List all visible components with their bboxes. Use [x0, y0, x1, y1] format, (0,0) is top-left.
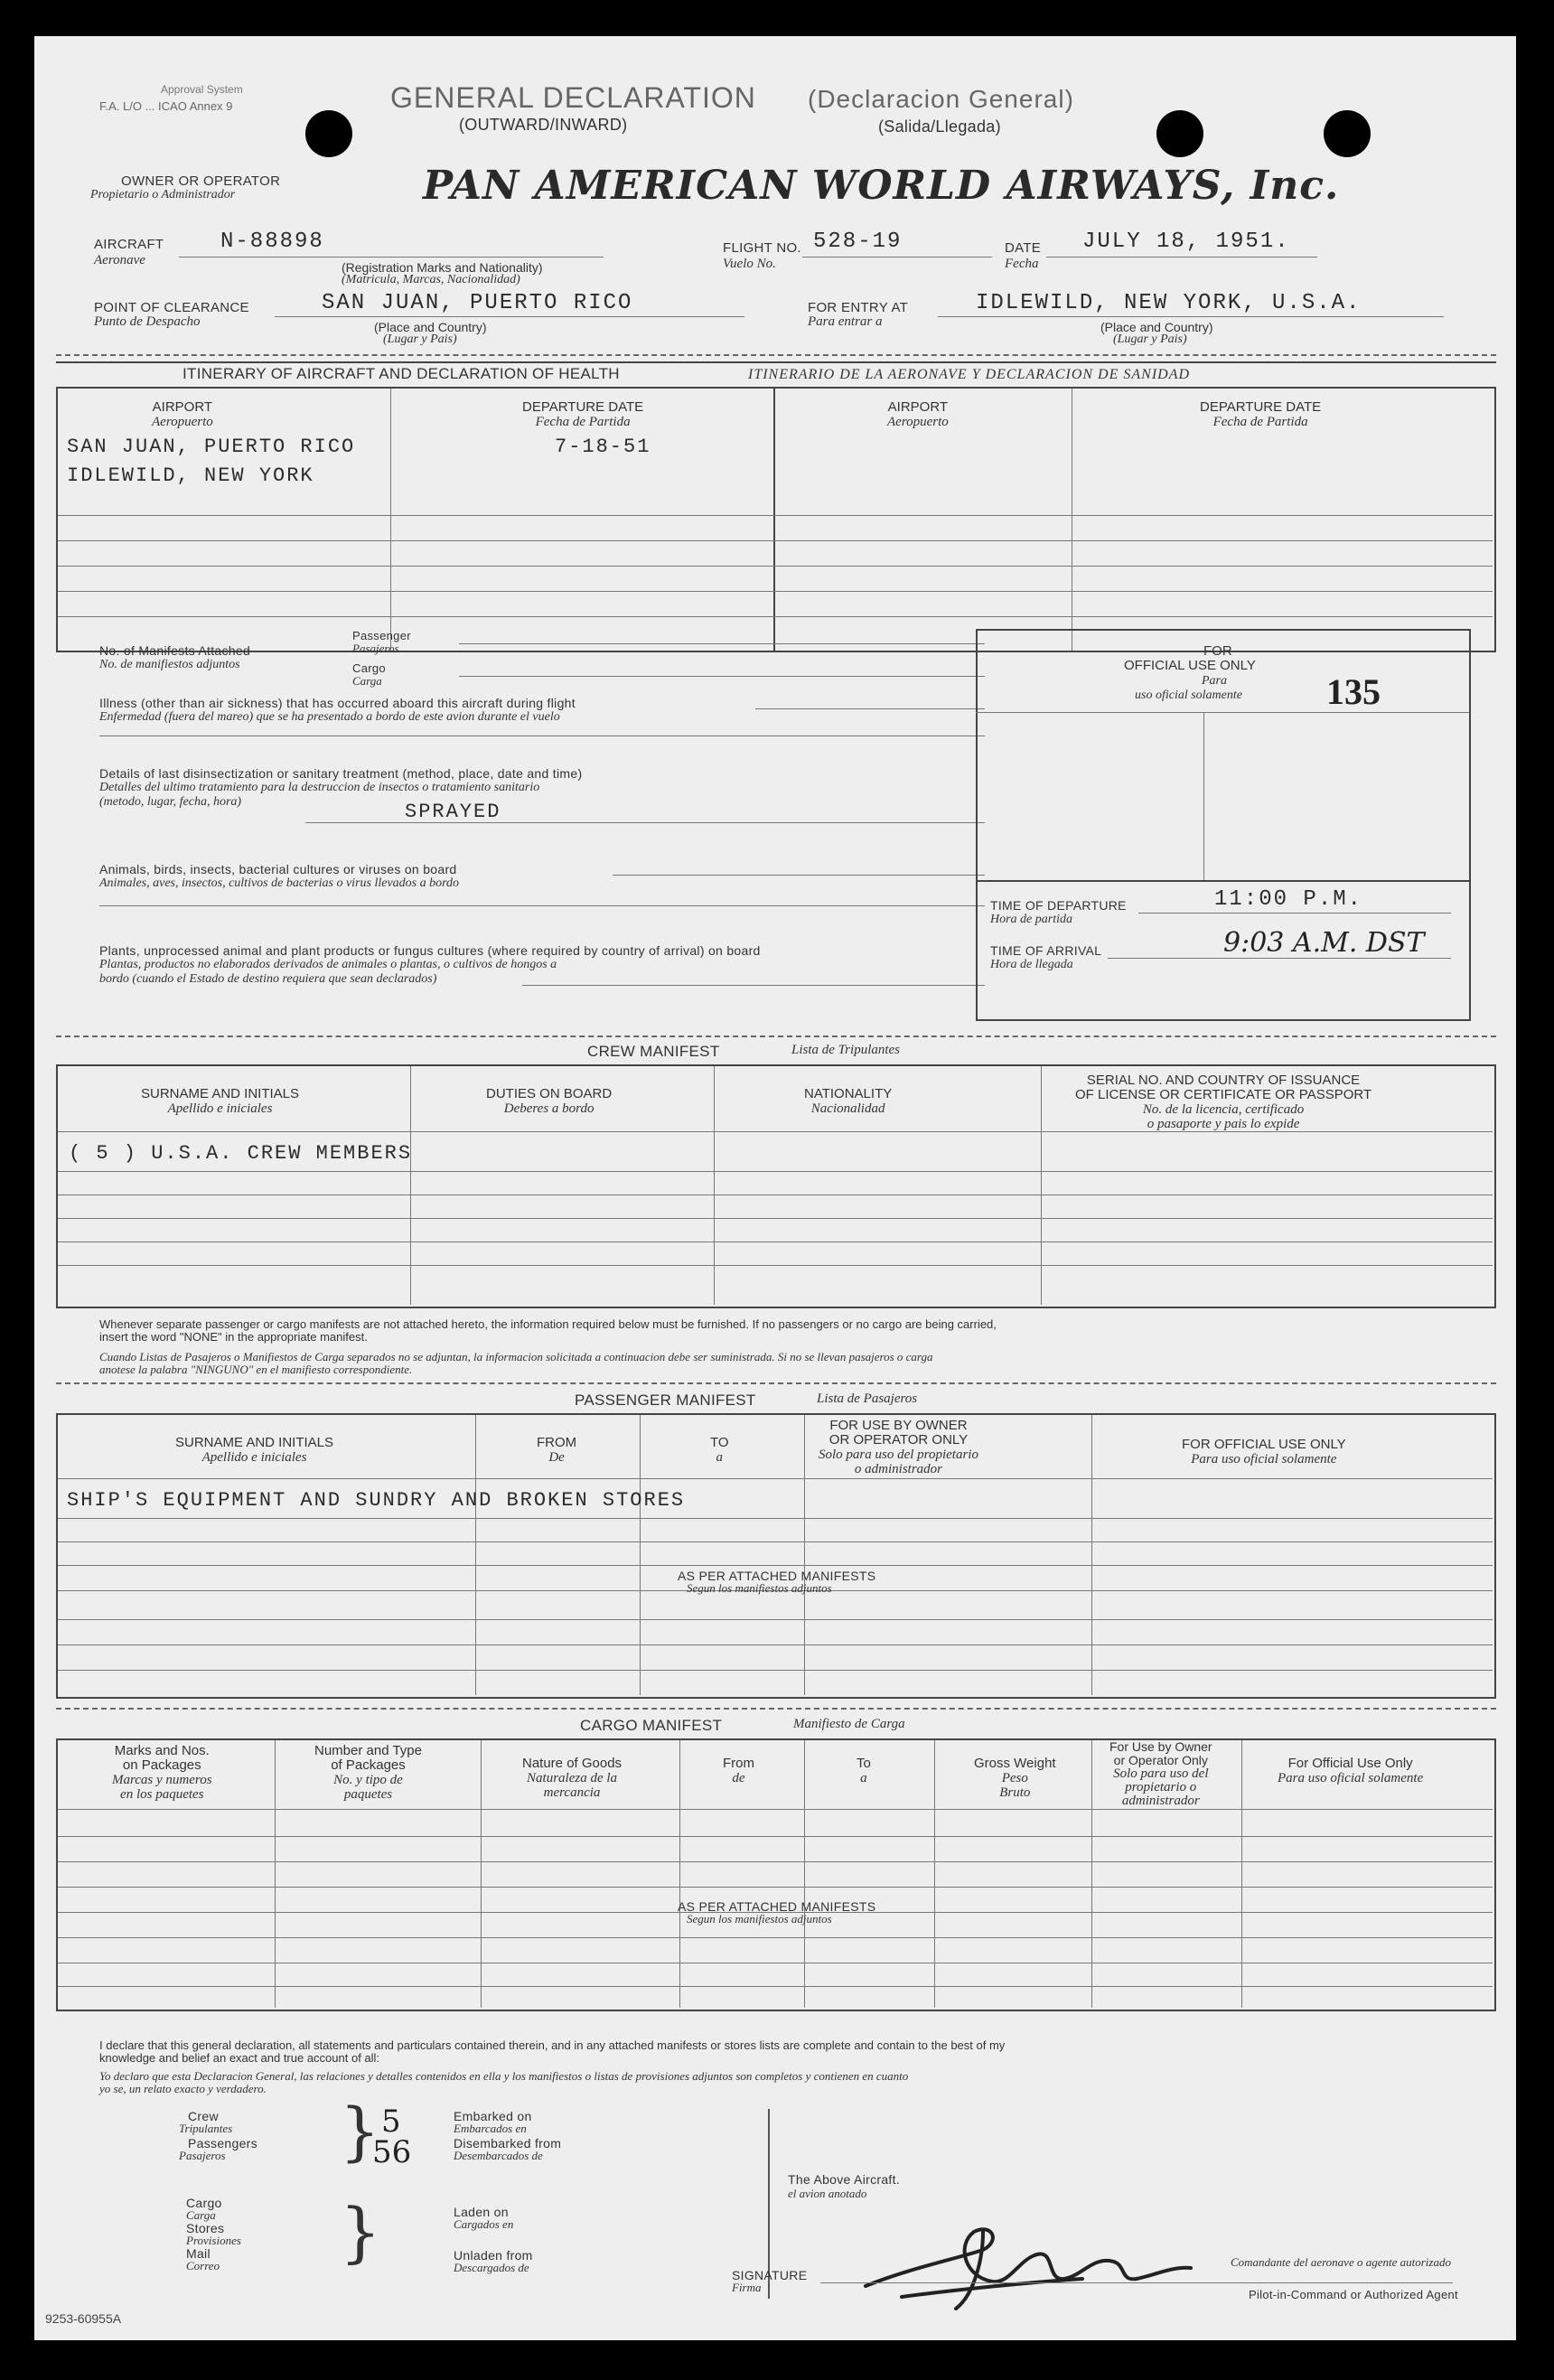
- itinerary-heading-es: ITINERARIO DE LA AERONAVE Y DECLARACION DE SANIDAD: [748, 367, 1191, 382]
- manifest-passenger-label-es: Pasajeros: [352, 642, 399, 655]
- cargo-col-number: Number and Type of Packages No. y tipo de paquetes: [314, 1743, 422, 1802]
- passenger-heading-es: Lista de Pasajeros: [817, 1391, 918, 1406]
- manifest-cargo-label: Cargo: [352, 661, 386, 675]
- form-title-en: GENERAL DECLARATION: [390, 81, 756, 114]
- crew-col-license: SERIAL NO. AND COUNTRY OF ISSUANCE OF LICENSE OR CERTIFICATE OR PASSPORT No. de la licencia, certificado o pasaporte y pais lo expide: [1075, 1073, 1372, 1131]
- owner-value: PAN AMERICAN WORLD AIRWAYS, Inc.: [423, 163, 1340, 209]
- pax-col-name: SURNAME AND INITIALS Apellido e iniciales: [175, 1435, 334, 1465]
- approval-stamp: Approval System: [161, 83, 243, 96]
- entry-label: FOR ENTRY AT: [808, 300, 909, 315]
- itin-row2-airport: IDLEWILD, NEW YORK: [67, 464, 314, 487]
- itin-row1-airport: SAN JUAN, PUERTO RICO: [67, 436, 356, 458]
- clearance-place-sub: (Place and Country): [374, 320, 487, 334]
- cargo-heading: CARGO MANIFEST: [580, 1717, 723, 1734]
- pax-col-to: TO a: [710, 1435, 729, 1465]
- itin-col-airport-1: AIRPORT Aeropuerto: [152, 399, 213, 429]
- manifest-note-es1: Cuando Listas de Pasajeros o Manifiestos de Carga separados no se adjuntan, la informacion solicitada a continuacion debe ser suministrada. Si no se llevan pasajeros o carga: [99, 1350, 933, 1363]
- approval-line: F.A. L/O ... ICAO Annex 9: [99, 99, 233, 113]
- signature-label-es: Firma: [732, 2281, 762, 2294]
- clearance-value: SAN JUAN, PUERTO RICO: [322, 291, 633, 315]
- punch-hole-1: [305, 110, 352, 157]
- decl-above-aircraft-es: el avion anotado: [788, 2187, 867, 2200]
- decl-laden-es: Cargados en: [454, 2217, 514, 2231]
- owner-label: OWNER OR OPERATOR: [121, 173, 281, 189]
- time-arrival-label-es: Hora de llegada: [990, 958, 1073, 971]
- decl-disembarked-es: Desembarcados de: [454, 2149, 543, 2162]
- passenger-heading: PASSENGER MANIFEST: [575, 1391, 756, 1409]
- official-label-es: uso oficial solamente: [1135, 689, 1242, 702]
- flight-no-label-es: Vuelo No.: [723, 257, 776, 271]
- cargo-attached: AS PER ATTACHED MANIFESTS: [678, 1899, 876, 1914]
- cargo-attached-es: Segun los manifiestos adjuntos: [687, 1912, 832, 1926]
- official-label: OFFICIAL USE ONLY: [1124, 658, 1256, 673]
- flight-no-label: FLIGHT NO.: [723, 240, 801, 256]
- declaration-form: [34, 36, 1516, 2340]
- aircraft-value: N-88898: [220, 230, 324, 254]
- cargo-heading-es: Manifiesto de Carga: [793, 1717, 905, 1731]
- decl-crew: Crew: [188, 2109, 219, 2123]
- manifest-note-en1: Whenever separate passenger or cargo manifests are not attached hereto, the information required below must be furnished. If no passengers or no cargo are being carried,: [99, 1317, 997, 1331]
- disinsect-label: Details of last disinsectization or sanitary treatment (method, place, date and time): [99, 766, 583, 781]
- owner-label-es: Propietario o Administrador: [90, 188, 236, 201]
- pax-col-from: FROM De: [537, 1435, 577, 1465]
- itin-col-airport-2: AIRPORT Aeropuerto: [887, 399, 949, 429]
- flight-no-value: 528-19: [813, 230, 903, 254]
- punch-hole-3: [1324, 110, 1371, 157]
- form-subtitle-es: (Salida/Llegada): [878, 117, 1001, 136]
- crew-heading: CREW MANIFEST: [587, 1043, 720, 1060]
- time-departure-label: TIME OF DEPARTURE: [990, 898, 1127, 913]
- cargo-col-owner: For Use by Owner or Operator Only Solo para uso del propietario o administrador: [1109, 1739, 1212, 1808]
- decl-stores: Stores: [186, 2221, 225, 2235]
- cargo-col-weight: Gross Weight Peso Bruto: [974, 1756, 1056, 1800]
- decl-unladen-es: Descargados de: [454, 2261, 529, 2274]
- time-arrival-value: 9:03 A.M. DST: [1223, 927, 1425, 959]
- crew-col-duties: DUTIES ON BOARD Deberes a bordo: [486, 1086, 613, 1116]
- signature-label: SIGNATURE: [732, 2268, 808, 2282]
- aircraft-sub-es: (Matricula, Marcas, Nacionalidad): [342, 273, 520, 286]
- plants-label-es2: bordo (cuando el Estado de destino requiera que sean declarados): [99, 972, 437, 986]
- disinsect-label-es2: (metodo, lugar, fecha, hora): [99, 795, 242, 809]
- disinsect-label-es: Detalles del ultimo tratamiento para la destruccion de insectos o tratamiento sanitario: [99, 781, 540, 794]
- signer-en: Pilot-in-Command or Authorized Agent: [1249, 2288, 1458, 2301]
- crew-col-name: SURNAME AND INITIALS Apellido e iniciales: [141, 1086, 300, 1116]
- date-value: JULY 18, 1951.: [1082, 230, 1290, 254]
- cargo-col-from: From de: [723, 1756, 754, 1785]
- pax-row-1: SHIP'S EQUIPMENT AND SUNDRY AND BROKEN STORES: [67, 1489, 686, 1512]
- form-title-es: (Declaracion General): [808, 85, 1074, 113]
- decl-stores-es: Provisiones: [186, 2234, 241, 2247]
- decl-disembarked: Disembarked from: [454, 2136, 562, 2150]
- crew-col-nationality: NATIONALITY Nacionalidad: [804, 1086, 893, 1116]
- official-para: Para: [1202, 674, 1227, 688]
- cargo-col-to: To a: [857, 1756, 871, 1785]
- decl-laden: Laden on: [454, 2205, 509, 2219]
- aircraft-sub: (Registration Marks and Nationality): [342, 260, 543, 275]
- manifest-cargo-label-es: Carga: [352, 674, 382, 688]
- form-number: 9253-60955A: [45, 2311, 122, 2326]
- decl-cargo-es: Carga: [186, 2208, 216, 2222]
- decl-embarked-es: Embarcados en: [454, 2122, 527, 2135]
- decl-es2: yo se, un relato exacto y verdadero.: [99, 2082, 267, 2095]
- decl-cargo: Cargo: [186, 2196, 222, 2210]
- decl-en1: I declare that this general declaration, all statements and particulars contained therein, and in any attached manifests or stores lists are complete and contain to the best of my: [99, 2038, 1006, 2052]
- crew-heading-es: Lista de Tripulantes: [791, 1043, 901, 1057]
- decl-crew-es: Tripulantes: [179, 2122, 233, 2135]
- manifests-label-es: No. de manifiestos adjuntos: [99, 658, 240, 671]
- pax-col-owner: FOR USE BY OWNER OR OPERATOR ONLY Solo para uso del propietario o administrador: [819, 1418, 978, 1476]
- decl-brace-2: }: [340, 2194, 381, 2270]
- crew-row-1: ( 5 ) U.S.A. CREW MEMBERS: [69, 1142, 413, 1165]
- entry-place-sub: (Place and Country): [1100, 320, 1213, 334]
- decl-brace-1: }: [340, 2094, 380, 2169]
- cargo-col-official: For Official Use Only Para uso oficial solamente: [1278, 1756, 1424, 1785]
- decl-passengers-es: Pasajeros: [179, 2149, 226, 2162]
- official-number: 135: [1326, 671, 1381, 712]
- decl-unladen: Unladen from: [454, 2248, 533, 2263]
- clearance-label-es: Punto de Despacho: [94, 314, 201, 329]
- manifest-note-es2: anotese la palabra "NINGUNO" en el manifiesto correspondiente.: [99, 1363, 413, 1376]
- clearance-place-sub-es: (Lugar y Pais): [383, 333, 457, 346]
- decl-passenger-count: 56: [372, 2134, 412, 2170]
- entry-label-es: Para entrar a: [808, 314, 883, 329]
- time-departure-label-es: Hora de partida: [990, 913, 1072, 926]
- disinsect-value: SPRAYED: [405, 801, 501, 823]
- entry-place-sub-es: (Lugar y Pais): [1113, 333, 1187, 346]
- decl-embarked: Embarked on: [454, 2109, 532, 2123]
- signature-scrawl: [847, 2196, 1245, 2313]
- time-departure-value: 11:00 P.M.: [1214, 887, 1363, 912]
- manifest-passenger-label: Passenger: [352, 629, 411, 642]
- plants-label: Plants, unprocessed animal and plant products or fungus cultures (where required by country of arrival) on board: [99, 943, 761, 958]
- manifest-note-en2: insert the word "NONE" in the appropriate manifest.: [99, 1330, 368, 1344]
- decl-en2: knowledge and belief an exact and true account of all:: [99, 2051, 380, 2065]
- decl-crew-count: 5: [381, 2104, 401, 2140]
- plants-label-es: Plantas, productos no elaborados derivados de animales o plantas, o cultivos de hongos a: [99, 958, 557, 971]
- illness-label-es: Enfermedad (fuera del mareo) que se ha presentado a bordo de este avion durante el vuelo: [99, 710, 560, 724]
- form-subtitle-en: (OUTWARD/INWARD): [459, 116, 628, 134]
- decl-mail: Mail: [186, 2246, 211, 2261]
- decl-passengers: Passengers: [188, 2136, 257, 2150]
- animals-label-es: Animales, aves, insectos, cultivos de bacterias o virus llevados a bordo: [99, 876, 460, 890]
- pax-attached: AS PER ATTACHED MANIFESTS: [678, 1569, 876, 1583]
- decl-es1: Yo declaro que esta Declaracion General, las relaciones y detalles contenidos en ella y los manifiestos o listas de provisiones adjuntos son completos y contienen en cuanto: [99, 2069, 909, 2083]
- decl-above-aircraft: The Above Aircraft.: [788, 2172, 900, 2187]
- time-arrival-label: TIME OF ARRIVAL: [990, 943, 1102, 958]
- clearance-label: POINT OF CLEARANCE: [94, 300, 249, 315]
- entry-value: IDLEWILD, NEW YORK, U.S.A.: [976, 291, 1362, 315]
- aircraft-label: AIRCRAFT: [94, 237, 164, 252]
- cargo-col-marks: Marks and Nos. on Packages Marcas y numeros en los paquetes: [112, 1743, 212, 1802]
- official-for: FOR: [1203, 643, 1232, 659]
- itin-col-date-1: DEPARTURE DATE Fecha de Partida: [522, 399, 644, 429]
- aircraft-label-es: Aeronave: [94, 253, 145, 267]
- animals-label: Animals, birds, insects, bacterial cultures or viruses on board: [99, 862, 457, 876]
- decl-mail-es: Correo: [186, 2259, 220, 2272]
- signer-es: Comandante del aeronave o agente autorizado: [1231, 2255, 1451, 2269]
- pax-col-official: FOR OFFICIAL USE ONLY Para uso oficial solamente: [1182, 1437, 1346, 1466]
- date-label-es: Fecha: [1005, 257, 1039, 271]
- cargo-col-nature: Nature of Goods Naturaleza de la mercancia: [522, 1756, 623, 1800]
- illness-label: Illness (other than air sickness) that has occurred aboard this aircraft during flight: [99, 696, 576, 710]
- itinerary-heading-en: ITINERARY OF AIRCRAFT AND DECLARATION OF HEALTH: [183, 365, 620, 382]
- itin-row1-date: 7-18-51: [555, 436, 651, 458]
- date-label: DATE: [1005, 240, 1042, 256]
- pax-attached-es: Segun los manifiestos adjuntos: [687, 1581, 832, 1595]
- manifests-label: No. of Manifests Attached: [99, 643, 251, 658]
- itin-col-date-2: DEPARTURE DATE Fecha de Partida: [1200, 399, 1322, 429]
- punch-hole-2: [1156, 110, 1203, 157]
